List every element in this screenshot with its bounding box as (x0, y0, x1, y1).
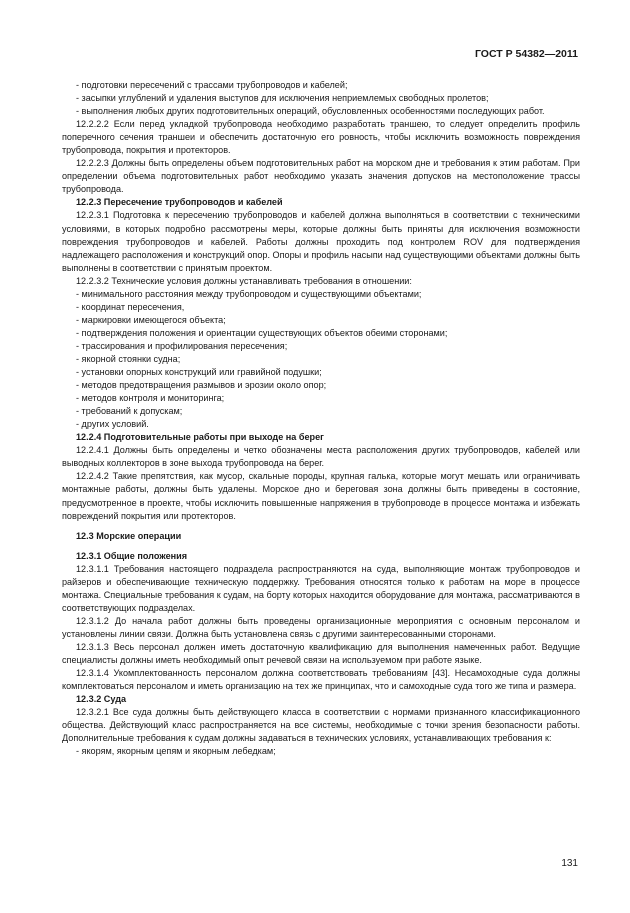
list-item: - якорям, якорным цепям и якорным лебедкам; (76, 746, 276, 757)
list-item: - засыпки углублений и удаления выступов для исключения неприемлемых свободных пролетов; (76, 93, 489, 104)
page-number: 131 (561, 858, 578, 869)
paragraph: 12.3.2.1 Все суда должны быть действующего класса в соответствии с нормами признанного классификационного общества. Действующий класс распространяется на все системы, необходимые с точки зрения безопасности работы. Дополнительные требования к судам должны задаваться в технических условиях, устанавливающих требования к: (62, 707, 580, 744)
paragraph: 12.3.1.2 До начала работ должны быть проведены организационные мероприятия с основным персоналом и установлены линии связи. Должна быть установлена связь с другими заинтересованными сторонами. (62, 615, 580, 639)
section-heading: 12.2.3 Пересечение трубопроводов и кабелей (76, 197, 283, 208)
paragraph: 12.2.2.2 Если перед укладкой трубопровода необходимо разработать траншею, то следует определить профиль поперечного сечения траншеи и обеспечить достаточную его ровность, чтобы исключить возможность повреждения трубопровода, покрытия и протекторов. (62, 119, 580, 156)
paragraph: 12.3.1.1 Требования настоящего подраздела распространяются на суда, выполняющие монтаж трубопроводов и райзеров и обеспечивающие техническую поддержку. Требования относятся только к работам на море в процессе монтажа. Специальные требования к судам, на борту которых находится оборудование для монтажа, рассматриваются в соответствующих подразделах. (62, 563, 580, 613)
list-item: - методов контроля и мониторинга; (76, 393, 225, 404)
list-item: - других условий. (76, 419, 149, 430)
paragraph: 12.2.4.1 Должны быть определены и четко обозначены места расположения других трубопроводов, кабелей или выводных коллекторов в зоне выхода трубопровода на берег. (62, 445, 580, 469)
section-heading: 12.2.4 Подготовительные работы при выходе на берег (76, 432, 324, 443)
paragraph: 12.2.2.3 Должны быть определены объем подготовительных работ на морском дне и требования к этим работам. При определении объема подготовительных работ необходимо указать значения допусков на местоположение трассы трубопровода. (62, 158, 580, 195)
paragraph: 12.3.1.4 Укомплектованность персоналом должна соответствовать требованиям [43]. Несамоходные суда должны комплектоваться персоналом и иметь организацию на тех же принципах, что и самоходные суда того же типа и размера. (62, 668, 580, 692)
list-item: - подготовки пересечений с трассами трубопроводов и кабелей; (76, 80, 348, 90)
standard-header: ГОСТ Р 54382—2011 (474, 48, 578, 60)
list-item: - координат пересечения, (76, 301, 185, 312)
list-item: - минимального расстояния между трубопроводом и существующими объектами; (76, 288, 422, 299)
list-item: - трассирования и профилирования пересечения; (76, 340, 288, 351)
list-item: - якорной стоянки судна; (76, 353, 181, 364)
paragraph: 12.2.4.2 Такие препятствия, как мусор, скальные породы, крупная галька, которые могут мешать или ограничивать монтажные работы, должны быть удалены. Морское дно и береговая зона должны быть приведены в состояние, предусмотренное в проекте, чтобы исключить повышенные напряжения в трубопроводе в процессе монтажа и избежать повреждений покрытия или протекторов. (62, 471, 580, 521)
document-body (62, 79, 580, 758)
list-item: - подтверждения положения и ориентации существующих объектов обеими сторонами; (76, 327, 448, 338)
section-heading: 12.3.1 Общие положения (76, 550, 188, 561)
list-item: - маркировки имеющегося объекта; (76, 314, 226, 325)
paragraph: 12.2.3.2 Технические условия должны устанавливать требования в отношении: (76, 275, 412, 286)
section-heading: 12.3 Морские операции (76, 530, 182, 541)
list-item: - установки опорных конструкций или гравийной подушки; (76, 367, 322, 378)
section-heading: 12.3.2 Суда (76, 694, 127, 705)
paragraph: 12.3.1.3 Весь персонал должен иметь достаточную квалификацию для выполнения намеченных работ. Ведущие специалисты должны иметь необходимый опыт речевой связи на используемом при работе языке. (62, 641, 580, 666)
list-item: - выполнения любых других подготовительных операций, обусловленных особенностями последующих работ. (76, 106, 545, 117)
list-item: - методов предотвращения размывов и эрозии около опор; (76, 380, 327, 391)
paragraph: 12.2.3.1 Подготовка к пересечению трубопроводов и кабелей должна выполняться в соответствии с техническими условиями, в которых подробно рассмотрены меры, которые должны быть приняты для исключения возможности повреждения трубопроводов и кабелей. Работы должны проходить под контролем ROV для подтверждения надлежащего расположения и конструкций опор. Опоры и профиль насыпи над существующими объектами должны быть выполнены в соответствии с принятым проектом. (62, 210, 580, 273)
list-item: - требований к допускам; (76, 406, 183, 417)
